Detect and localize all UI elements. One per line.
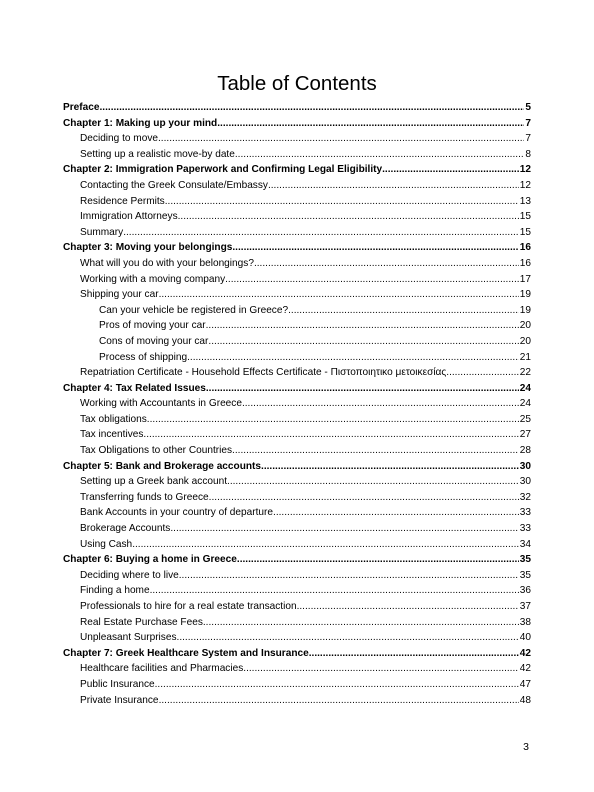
toc-entry[interactable] — [63, 537, 531, 553]
toc-entry-label: Contacting the Greek Consulate/Embassy — [80, 179, 268, 191]
toc-entry[interactable] — [63, 583, 531, 599]
toc-entry-page: 17 — [519, 273, 531, 285]
toc-entry-label: Brokerage Accounts — [80, 523, 171, 535]
toc-entry[interactable] — [63, 568, 531, 584]
toc-entry[interactable] — [63, 131, 531, 147]
toc-entry-page: 21 — [519, 351, 531, 363]
toc-entry-label: Unpleasant Surprises — [80, 632, 177, 644]
toc-entry-label: Chapter 3: Moving your belongings — [63, 242, 233, 254]
dot-leader — [227, 474, 519, 490]
toc-entry[interactable] — [63, 318, 531, 334]
toc-entry-label: Can your vehicle be registered in Greece? — [99, 304, 289, 316]
dot-leader — [132, 537, 519, 553]
toc-entry[interactable] — [63, 194, 531, 210]
toc-entry-page: 7 — [525, 133, 531, 145]
dot-leader — [99, 100, 524, 116]
toc-entry[interactable] — [63, 178, 531, 194]
dot-leader — [155, 677, 519, 693]
toc-entry[interactable] — [63, 661, 531, 677]
toc-entry[interactable] — [63, 303, 531, 319]
toc-entry[interactable] — [63, 381, 531, 397]
toc-entry-label: Healthcare facilities and Pharmacies — [80, 663, 244, 675]
toc-entry[interactable] — [63, 287, 531, 303]
dot-leader — [382, 162, 519, 178]
toc-entry-label: Shipping your car — [80, 289, 159, 301]
toc-list — [63, 100, 531, 708]
toc-entry-page: 42 — [519, 663, 531, 675]
toc-entry[interactable] — [63, 646, 531, 662]
dot-leader — [147, 412, 519, 428]
toc-entry[interactable] — [63, 162, 531, 178]
toc-entry-page: 19 — [519, 304, 531, 316]
toc-entry-label: Real Estate Purchase Fees — [80, 616, 203, 628]
dot-leader — [309, 646, 519, 662]
toc-entry[interactable] — [63, 693, 531, 709]
toc-entry-page: 20 — [519, 335, 531, 347]
toc-entry[interactable] — [63, 443, 531, 459]
dot-leader — [206, 381, 519, 397]
toc-entry-label: Deciding where to live — [80, 569, 179, 581]
dot-leader — [232, 443, 519, 459]
dot-leader — [235, 147, 525, 163]
dot-leader — [177, 630, 519, 646]
toc-entry[interactable] — [63, 599, 531, 615]
dot-leader — [170, 521, 518, 537]
toc-entry-label: Tax incentives — [80, 429, 144, 441]
toc-entry[interactable] — [63, 256, 531, 272]
toc-entry-page: 24 — [519, 382, 531, 394]
dot-leader — [143, 427, 518, 443]
dot-leader — [242, 396, 519, 412]
toc-entry[interactable] — [63, 521, 531, 537]
toc-entry-page: 38 — [519, 616, 531, 628]
dot-leader — [288, 303, 519, 319]
toc-entry-page: 22 — [519, 367, 531, 379]
dot-leader — [159, 693, 519, 709]
toc-entry-page: 20 — [519, 320, 531, 332]
toc-entry[interactable] — [63, 209, 531, 225]
toc-entry-label: Chapter 6: Buying a home in Greece — [63, 554, 237, 566]
dot-leader — [209, 490, 519, 506]
toc-entry-label: Process of shipping — [99, 351, 188, 363]
toc-entry[interactable] — [63, 225, 531, 241]
toc-entry-label: Cons of moving your car — [99, 335, 209, 347]
toc-entry-label: Preface — [63, 102, 100, 113]
toc-entry-page: 33 — [519, 507, 531, 519]
toc-entry-page: 32 — [519, 491, 531, 503]
toc-entry-label: Using Cash — [80, 538, 133, 550]
dot-leader — [297, 599, 519, 615]
dot-leader — [225, 272, 519, 288]
toc-entry[interactable] — [63, 147, 531, 163]
dot-leader — [150, 583, 519, 599]
dot-leader — [446, 365, 519, 381]
dot-leader — [165, 194, 519, 210]
dot-leader — [203, 615, 519, 631]
toc-entry[interactable] — [63, 365, 531, 381]
dot-leader — [187, 350, 519, 366]
toc-entry-label: Pros of moving your car — [99, 320, 206, 332]
dot-leader — [123, 225, 519, 241]
toc-entry-label: Deciding to move — [80, 133, 158, 145]
toc-entry[interactable] — [63, 427, 531, 443]
toc-entry-label: Chapter 4: Tax Related Issues — [63, 382, 206, 394]
toc-entry-page: 33 — [519, 523, 531, 535]
toc-entry-page: 7 — [525, 117, 531, 129]
toc-entry[interactable] — [63, 350, 531, 366]
toc-entry[interactable] — [63, 412, 531, 428]
toc-entry-label: Private Insurance — [80, 694, 159, 706]
toc-entry-page: 35 — [519, 569, 531, 581]
toc-entry[interactable] — [63, 459, 531, 475]
toc-entry-page: 12 — [519, 164, 531, 176]
toc-entry[interactable] — [63, 474, 531, 490]
dot-leader — [273, 505, 519, 521]
toc-entry-label: Chapter 2: Immigration Paperwork and Confirming Legal Eligibility — [63, 164, 383, 176]
dot-leader — [243, 661, 519, 677]
toc-entry-page: 30 — [519, 460, 531, 472]
toc-entry-page: 42 — [519, 647, 531, 659]
toc-entry-label: Tax obligations — [80, 413, 147, 425]
toc-entry-label: Chapter 1: Making up your mind — [63, 117, 218, 129]
toc-entry-label: Summary — [80, 226, 124, 238]
toc-entry-label: Chapter 5: Bank and Brokerage accounts — [63, 460, 262, 472]
dot-leader — [254, 256, 519, 272]
toc-entry[interactable] — [63, 272, 531, 288]
dot-leader — [208, 334, 518, 350]
toc-entry[interactable] — [63, 240, 531, 256]
toc-entry-label: Setting up a Greek bank account — [80, 476, 228, 488]
toc-entry-page: 16 — [519, 257, 531, 269]
toc-entry-page: 5 — [525, 102, 531, 113]
dot-leader — [232, 240, 518, 256]
toc-entry-page: 40 — [519, 632, 531, 644]
toc-entry-page: 16 — [519, 242, 531, 254]
toc-entry-page: 12 — [519, 179, 531, 191]
toc-entry-page: 36 — [519, 585, 531, 597]
toc-entry-page: 8 — [525, 148, 531, 160]
toc-entry-label: Finding a home — [80, 585, 150, 597]
toc-entry-page: 48 — [519, 694, 531, 706]
toc-entry-label: Immigration Attorneys — [80, 211, 178, 223]
toc-entry-label: Public Insurance — [80, 678, 155, 690]
toc-entry[interactable] — [63, 100, 531, 116]
toc-entry-page: 27 — [519, 429, 531, 441]
toc-entry-label: Tax Obligations to other Countries — [80, 445, 233, 457]
toc-entry-page: 34 — [519, 538, 531, 550]
dot-leader — [217, 116, 524, 132]
toc-entry[interactable] — [63, 677, 531, 693]
toc-entry[interactable] — [63, 490, 531, 506]
dot-leader — [179, 568, 519, 584]
toc-entry-page: 15 — [519, 211, 531, 223]
dot-leader — [268, 178, 519, 194]
toc-entry-page: 47 — [519, 678, 531, 690]
dot-leader — [158, 131, 524, 147]
toc-entry-label: Professionals to hire for a real estate transaction — [80, 601, 297, 612]
toc-entry-page: 28 — [519, 445, 531, 457]
toc-entry[interactable] — [63, 615, 531, 631]
dot-leader — [206, 318, 519, 334]
toc-entry[interactable] — [63, 505, 531, 521]
toc-entry-label: Transferring funds to Greece — [80, 491, 209, 503]
toc-entry-label: What will you do with your belongings? — [80, 257, 254, 269]
toc-entry-page: 15 — [519, 226, 531, 238]
toc-entry[interactable] — [63, 334, 531, 350]
toc-entry-label: Repatriation Certificate - Household Effects Certificate - Πιστοποιητικο μετοικεσίας — [80, 367, 447, 379]
toc-entry-page: 19 — [519, 289, 531, 301]
toc-entry[interactable] — [63, 552, 531, 568]
dot-leader — [159, 287, 519, 303]
toc-entry-page: 30 — [519, 476, 531, 488]
page-number: 3 — [523, 741, 529, 753]
dot-leader — [178, 209, 519, 225]
toc-entry-label: Chapter 7: Greek Healthcare System and Insurance — [63, 647, 309, 659]
toc-entry-label: Setting up a realistic move-by date — [80, 148, 235, 160]
dot-leader — [237, 552, 519, 568]
toc-entry-label: Working with Accountants in Greece — [80, 398, 242, 410]
toc-entry-page: 35 — [519, 554, 531, 566]
toc-title: Table of Contents — [217, 72, 377, 95]
toc-entry-label: Working with a moving company — [80, 273, 226, 285]
toc-entry-label: Bank Accounts in your country of departure — [80, 507, 274, 519]
toc-entry-page: 25 — [519, 413, 531, 425]
toc-entry[interactable] — [63, 396, 531, 412]
toc-entry[interactable] — [63, 630, 531, 646]
toc-entry-page: 13 — [519, 195, 531, 207]
toc-entry-page: 24 — [519, 398, 531, 410]
toc-entry-page: 37 — [519, 601, 531, 612]
dot-leader — [261, 459, 519, 475]
toc-entry[interactable] — [63, 116, 531, 132]
toc-entry-label: Residence Permits — [80, 195, 165, 207]
